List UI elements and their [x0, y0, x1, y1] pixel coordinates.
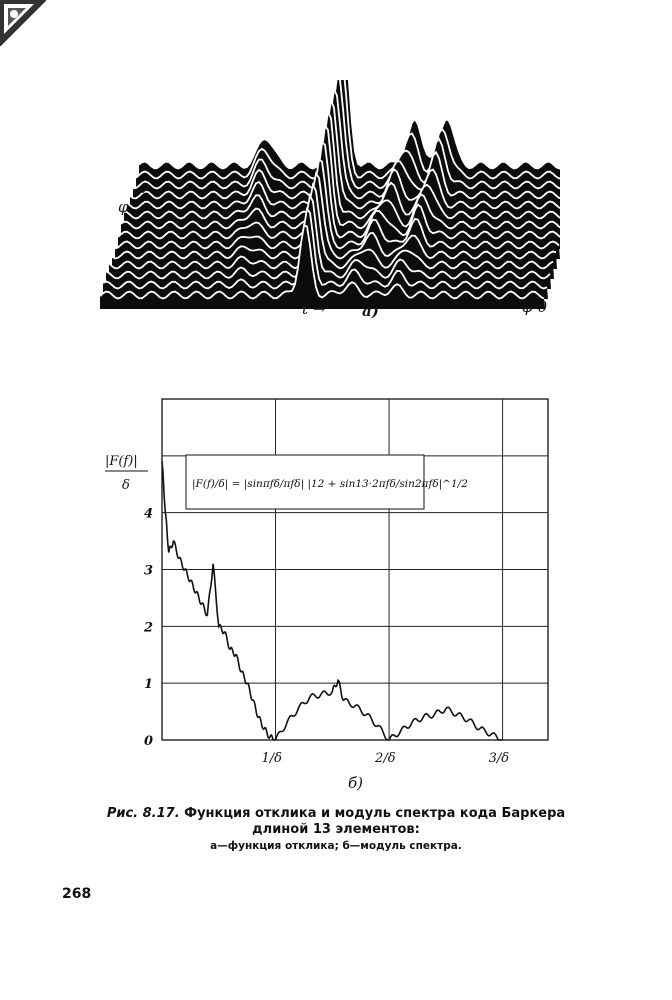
- y-tick-label: 4: [144, 506, 154, 522]
- figure-ref: Рис. 8.17.: [106, 806, 180, 821]
- x-tick-label: 2/δ: [375, 751, 396, 766]
- corner-ornament: [0, 0, 46, 46]
- y-tick-label: 3: [144, 563, 154, 579]
- figure-b-label: б): [348, 774, 364, 792]
- phi-zero-label: φ-0: [522, 298, 548, 316]
- y-axis-label-num: |F(f)|: [105, 454, 138, 469]
- chart-grid: [162, 399, 548, 740]
- response-function-figure: [90, 80, 560, 320]
- phi-axis-label: φ: [118, 198, 129, 216]
- formula-text: |F(f)/δ| = |sinπfδ/πfδ| |12 + sin13·2πfδ/sin2πfδ|^1/2: [192, 478, 468, 490]
- chart-ticks: [143, 507, 509, 766]
- figure-a-label: a): [362, 302, 379, 320]
- t-axis-label: t →: [302, 300, 326, 318]
- caption-line-1: [0, 806, 672, 821]
- spectrum-chart: [100, 385, 560, 770]
- formula-box: [186, 455, 468, 509]
- y-tick-label: 2: [144, 620, 154, 636]
- y-tick-label: 1: [144, 677, 154, 693]
- phi-arrow-icon: ↗: [140, 180, 153, 198]
- page-number: 268: [62, 886, 92, 902]
- caption-legend: а—функция отклика; б—модуль спектра.: [210, 840, 462, 852]
- caption-title: Функция отклика и модуль спектра кода Баркера: [184, 806, 566, 821]
- y-axis-label-den: δ: [122, 478, 130, 493]
- y-tick-label: 0: [144, 734, 154, 749]
- caption-line-2: длиной 13 элементов:: [252, 822, 420, 837]
- waterfall-traces: [100, 80, 560, 309]
- x-tick-label: 1/δ: [261, 751, 283, 766]
- x-tick-label: 3/δ: [488, 751, 510, 766]
